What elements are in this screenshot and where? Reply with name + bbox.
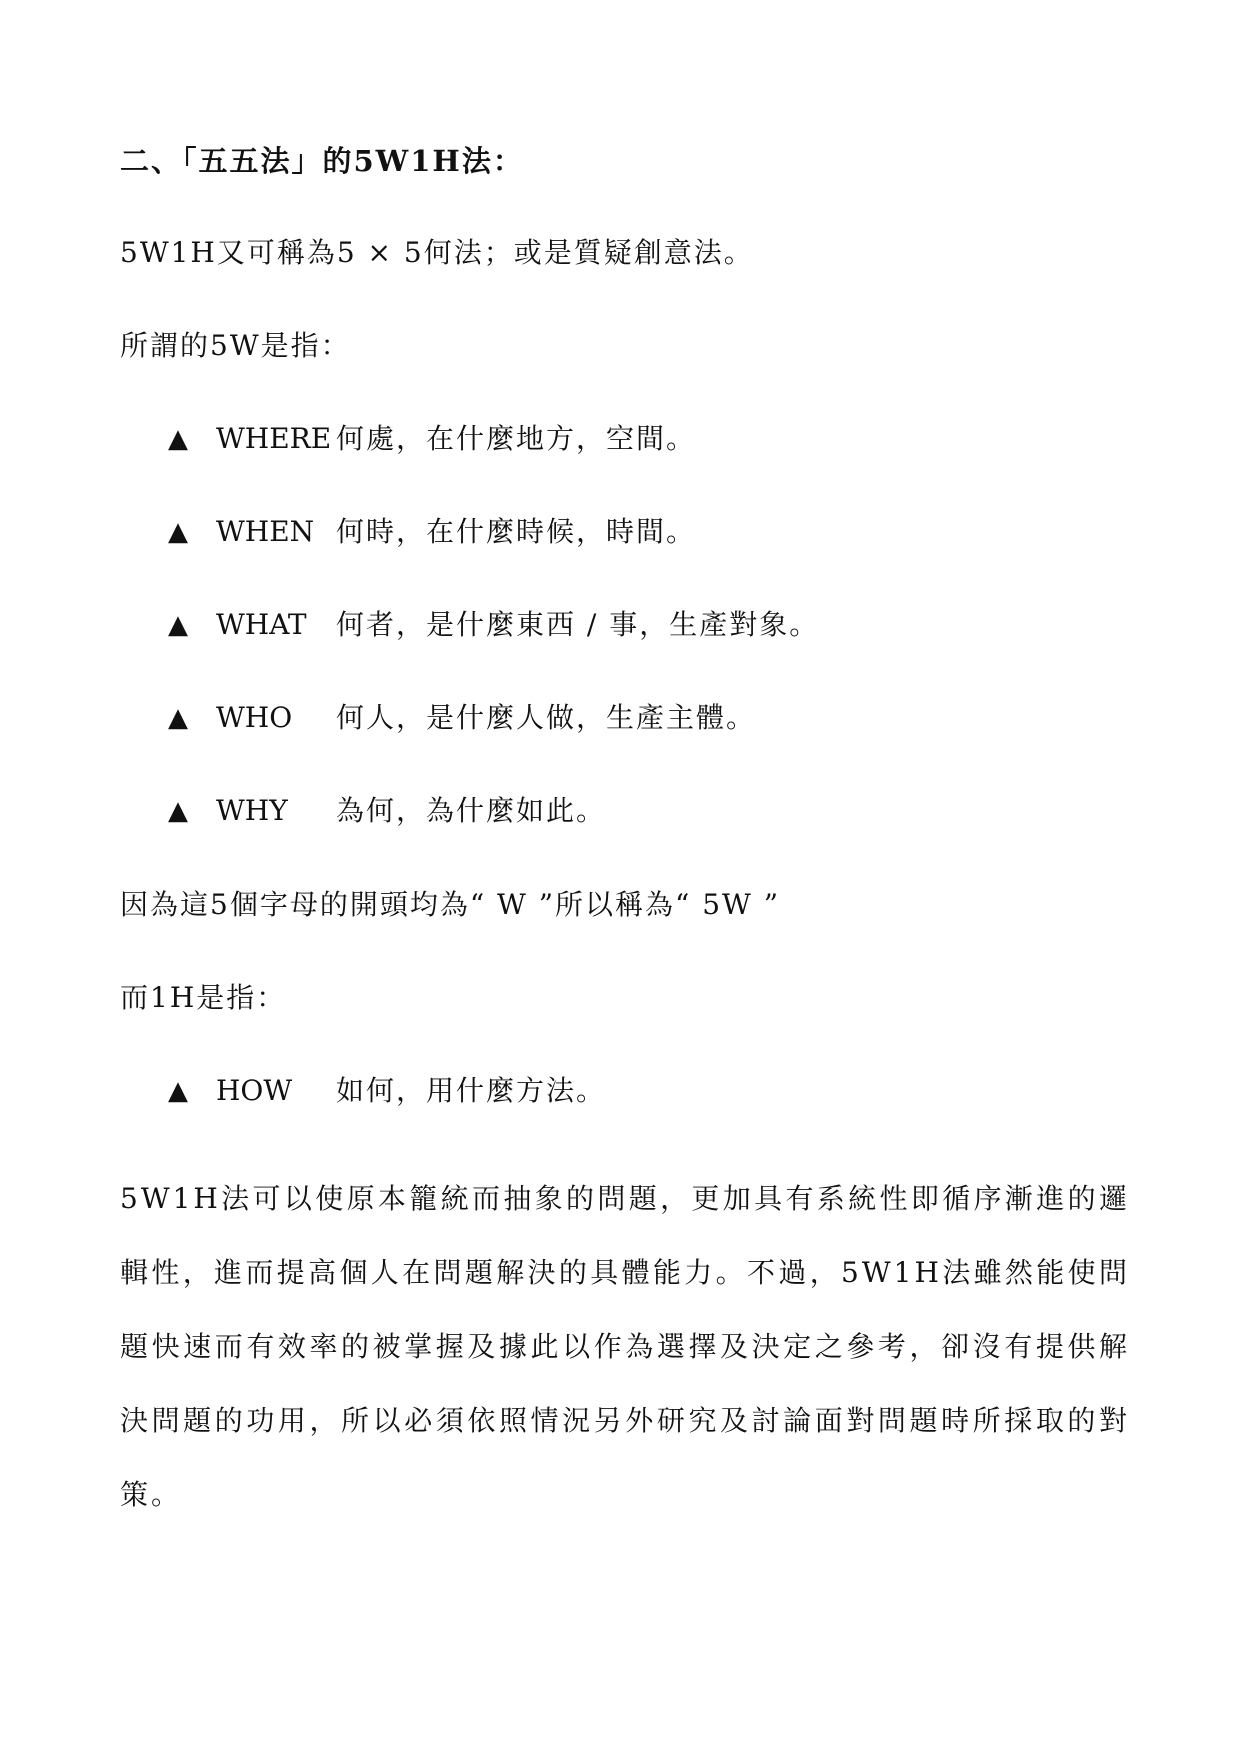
section-heading: 二、「五五法」的5W1H法：: [120, 144, 524, 178]
five-w-note: 因為這5個字母的開頭均為“ W ”所以稱為“ 5W ”: [120, 888, 781, 921]
triangle-bullet-icon: ▲: [168, 610, 188, 640]
bullet-keyword: WHY: [216, 794, 288, 827]
triangle-bullet-icon: ▲: [168, 517, 188, 547]
intro-line: 5W1H又可稱為5 × 5何法；或是質疑創意法。: [120, 236, 754, 269]
bullet-description: 為何，為什麼如此。: [336, 794, 607, 827]
triangle-bullet-icon: ▲: [168, 1076, 188, 1106]
bullet-keyword: WHERE: [216, 422, 332, 455]
bullet-keyword: WHO: [216, 701, 293, 734]
bullet-description: 何處，在什麼地方，空間。: [336, 422, 697, 455]
triangle-bullet-icon: ▲: [168, 703, 188, 733]
bullet-keyword: HOW: [216, 1074, 293, 1107]
triangle-bullet-icon: ▲: [168, 424, 188, 454]
triangle-bullet-icon: ▲: [168, 796, 188, 826]
bullet-description: 何人，是什麼人做，生產主體。: [336, 701, 757, 734]
bullet-description: 如何，用什麼方法。: [336, 1074, 607, 1107]
bullet-description: 何者，是什麼東西 / 事，生產對象。: [336, 608, 820, 641]
bullet-keyword: WHEN: [216, 515, 315, 548]
five-w-label: 所謂的5W是指：: [120, 329, 351, 362]
one-h-label: 而1H是指：: [120, 981, 287, 1014]
bullet-description: 何時，在什麼時候，時間。: [336, 515, 697, 548]
bullet-keyword: WHAT: [216, 608, 307, 641]
summary-paragraph: 5W1H法可以使原本籠統而抽象的問題，更加具有系統性即循序漸進的邏輯性，進而提高個人在問題解決的具體能力。不過，5W1H法雖然能使問題快速而有效率的被掌握及據此以作為選擇及決定之參考，卻沒有提供解決問題的功用，所以必須依照情況另外研究及討論面對問題時所採取的對策。: [120, 1182, 1130, 1511]
